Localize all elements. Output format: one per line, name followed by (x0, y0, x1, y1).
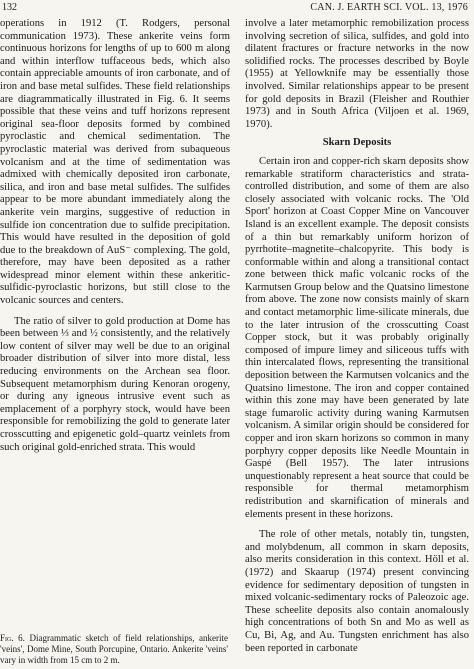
right-column (245, 18, 469, 655)
figure-caption (0, 633, 228, 666)
paragraph-gap (0, 308, 230, 316)
left-paragraph-1: operations in 1912 (T. Rodgers, personal communication 1973). These ankerite veins form continuous horizons for lengths of up to 600 m along and within interflow tuffaceous beds, which also contain appreciable amounts of iron carbonate, and of iron and base metal sulfides. These field relationships are diagrammatically illustrated in Fig. 6. It seems possible that these veins and tuff horizons represent original sea-floor deposits formed by combined pyroclastic and chemical sedimentation. The pyroclastic material was derived from subaqueous volcanism and at the time of sedimentation was admixed with chemically deposited iron carbonate, silica, and iron and base metal sulfides. The sulfides appear to be more abundant immediately along the ankerite vein margins, suggestive of reduction in sulfide ion concentration due to sulfide precipitation. This would have resulted in the deposition of gold due to the breakdown of AuS⁻ complexing. The gold, therefore, may have been deposited as a rather widespread minor element within these ankeritic-sulfidic-pyroclastic horizons, but still close to the volcanic sources and centers. (0, 18, 230, 307)
left-paragraph-2: The ratio of silver to gold production at Dome has been between ⅓ and ½ consistently, and the relatively low content of silver may well be due to an original broader distribution of silver into more distal, less reducing environments on the Archean sea floor. Subsequent metamorphism during Kenoran orogeny, or during any igneous intrusive event such as emplacement of a porphyry stock, would have been responsible for remobilizing the gold to generate later crosscutting and epigenetic gold–quartz veinlets from such original gold-enriched strata. This would (0, 315, 230, 453)
page-header (0, 2, 474, 14)
running-head: CAN. J. EARTH SCI. VOL. 13, 1976 (310, 2, 468, 13)
section-heading: Skarn Deposits (322, 137, 392, 149)
paragraph-gap (245, 521, 469, 529)
figure-caption-label: Fig. 6. (0, 633, 25, 643)
right-paragraph-2: Certain iron and copper-rich skarn deposits show remarkable stratiform characteristics and strata-controlled distribution, and some of them are also closely associated with volcanic rocks. The 'Old Sport' horizon at Coast Copper Mine on Vancouver Island is an excellent example. The deposit consists of a thin but remarkably uniform horizon of pyrrhotite–magnetite–chalcopyrite. This body is conformable within and along a transitional contact zone between thick mafic volcanic rocks of the Karmutsen Group below and the Quatsino limestone from above. The zone now consists mainly of skarn and contact metamorphic lime-silicate minerals, due to the later intrusion of the crosscutting Coast Copper stock, but it was probably originally composed of impure limey and siliceous tuffs with thin intercalated flows, representing the transitional deposition between the Karmutsen volcanics and the Quatsino limestone. The iron and copper contained within this zone may have been generated by late stage fumarolic activity during waning Karmutsen volcanism. A similar origin should be considered for copper and iron skarn horizons so common in many porphyry copper deposits like Needle Mountain in Gaspé (Bell 1957). The later intrusions unquestionably represent a heat source that could be responsible for thermal metamorphism redistribution and skarnification of minerals and elements present in these horizons. (245, 155, 469, 520)
page-number: 132 (2, 2, 17, 13)
right-paragraph-1: involve a later metamorphic remobilization process involving secretion of silica, sulfides, and gold into dilatent fractures or fracture networks in the now solidified rocks. The processes described by Boyle (1955) at Yellowknife may be essentially those involved. Similar relationships appear to be present for gold deposits in Brazil (Fleisher and Routhier 1973) and in South Africa (Viljoen et al. 1969, 1970). (245, 18, 469, 130)
figure-caption-text: Diagrammatic sketch of field relationships, ankerite 'veins', Dome Mine, South Porcupine, Ontario. Ankerite 'veins' vary in width from 15 cm to 2 m. (0, 633, 229, 665)
right-paragraph-3: The role of other metals, notably tin, tungsten, and molybdenum, all common in skarn deposits, also merits consideration in this context. Höll et al. (1972) and Skaarup (1974) present convincing evidence for sedimentary deposition of tungsten in mixed volcanic-sedimentary rocks of Paleozoic age. These scheelite deposits also contain anomalously high concentrations of both Sn and Mo as well as Cu, Bi, Ag, and Au. Tungsten enrichment has also been reported in carbonate (245, 529, 469, 654)
left-column (0, 18, 230, 454)
